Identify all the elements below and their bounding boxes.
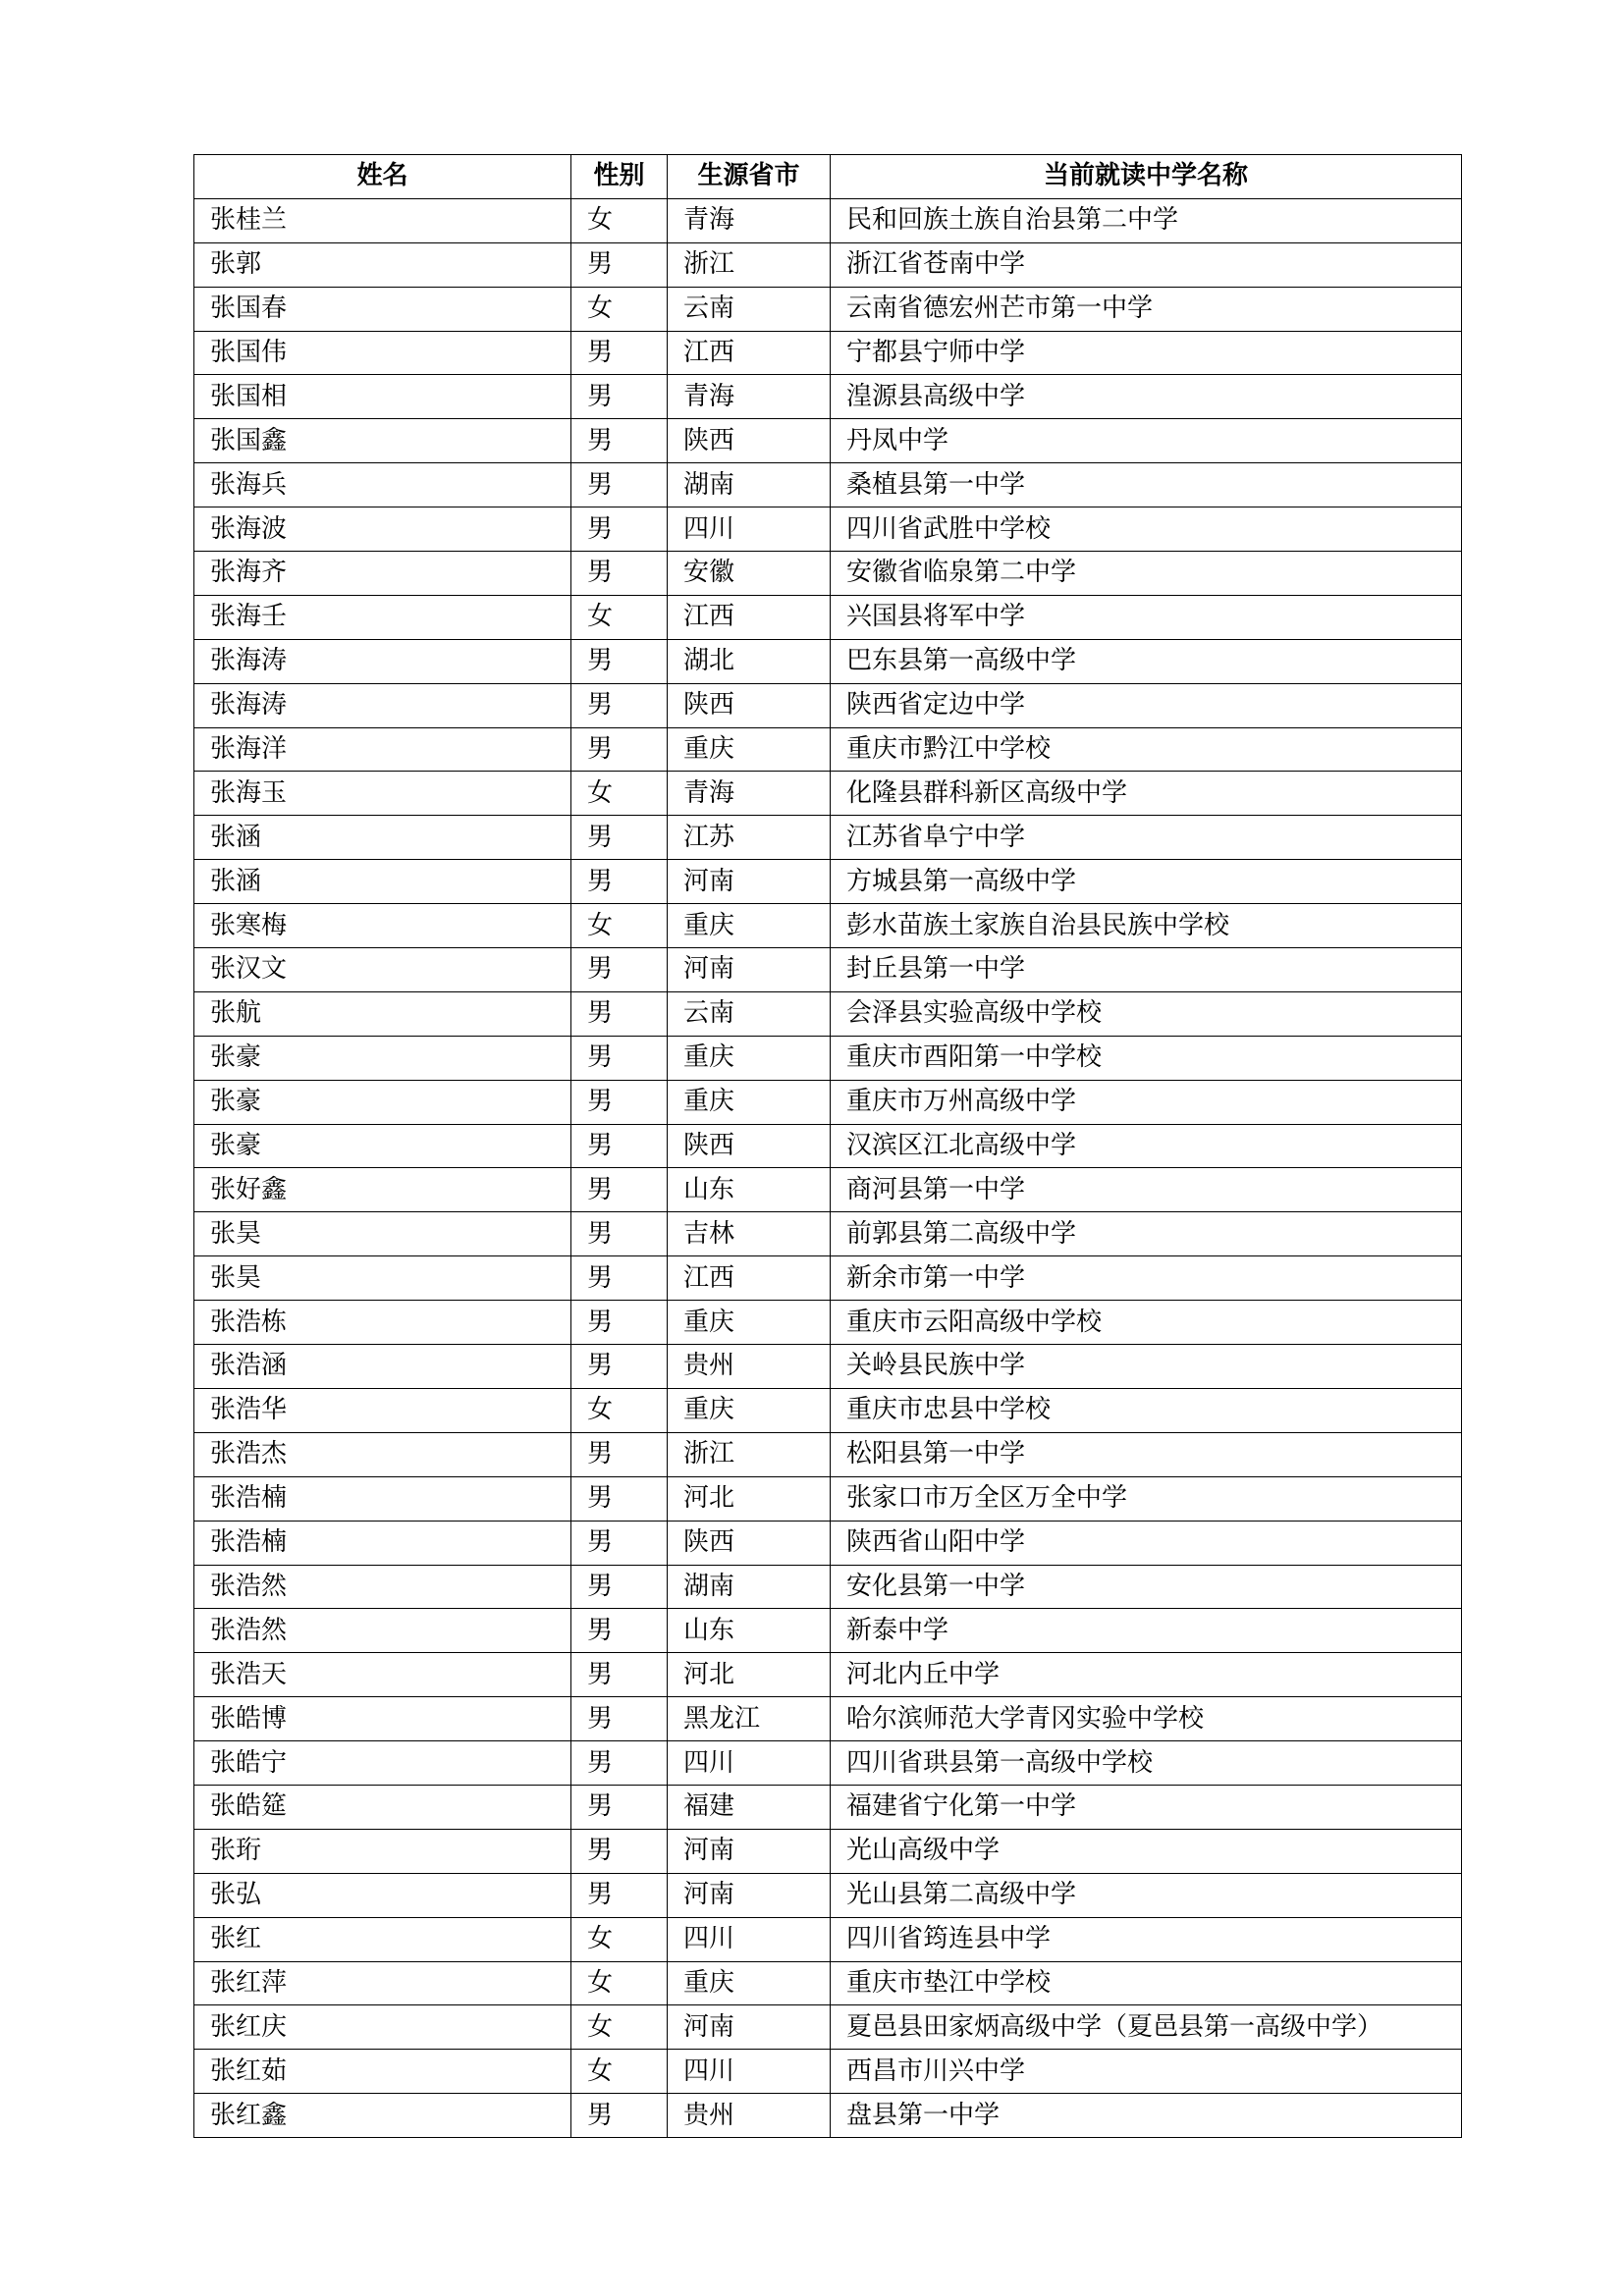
cell-name: 张红庆 <box>194 2005 571 2050</box>
cell-name: 张红鑫 <box>194 2094 571 2138</box>
cell-name: 张海涛 <box>194 683 571 727</box>
table-body <box>194 198 1462 2137</box>
cell-gender: 男 <box>571 1741 668 1786</box>
table-row <box>194 242 1462 287</box>
cell-province: 四川 <box>668 1741 831 1786</box>
cell-gender: 男 <box>571 242 668 287</box>
cell-gender: 男 <box>571 1609 668 1653</box>
cell-gender: 男 <box>571 375 668 419</box>
cell-school: 江苏省阜宁中学 <box>831 816 1462 860</box>
cell-school: 重庆市云阳高级中学校 <box>831 1301 1462 1345</box>
cell-gender: 女 <box>571 1388 668 1432</box>
table-row <box>194 1521 1462 1565</box>
cell-gender: 男 <box>571 1168 668 1212</box>
cell-province: 浙江 <box>668 242 831 287</box>
cell-province: 重庆 <box>668 1388 831 1432</box>
table-row <box>194 419 1462 463</box>
cell-gender: 女 <box>571 1961 668 2005</box>
cell-name: 张皓博 <box>194 1697 571 1741</box>
cell-province: 山东 <box>668 1609 831 1653</box>
table-row <box>194 1345 1462 1389</box>
table-row <box>194 1080 1462 1124</box>
cell-gender: 男 <box>571 2094 668 2138</box>
cell-name: 张国相 <box>194 375 571 419</box>
cell-province: 河南 <box>668 1829 831 1873</box>
cell-province: 云南 <box>668 991 831 1036</box>
cell-province: 江西 <box>668 595 831 639</box>
cell-province: 江西 <box>668 1256 831 1301</box>
cell-school: 重庆市忠县中学校 <box>831 1388 1462 1432</box>
table-row <box>194 948 1462 992</box>
cell-gender: 男 <box>571 331 668 375</box>
cell-name: 张桂兰 <box>194 198 571 242</box>
cell-name: 张海洋 <box>194 727 571 772</box>
cell-school: 浙江省苍南中学 <box>831 242 1462 287</box>
cell-school: 新余市第一中学 <box>831 1256 1462 1301</box>
cell-province: 湖南 <box>668 1565 831 1609</box>
cell-school: 宁都县宁师中学 <box>831 331 1462 375</box>
cell-name: 张浩栋 <box>194 1301 571 1345</box>
cell-province: 陕西 <box>668 683 831 727</box>
cell-name: 张郭 <box>194 242 571 287</box>
cell-gender: 男 <box>571 1301 668 1345</box>
table-row <box>194 1168 1462 1212</box>
cell-province: 福建 <box>668 1785 831 1829</box>
cell-school: 前郭县第二高级中学 <box>831 1212 1462 1256</box>
cell-name: 张浩楠 <box>194 1521 571 1565</box>
cell-gender: 男 <box>571 1873 668 1917</box>
cell-gender: 男 <box>571 948 668 992</box>
table-row <box>194 1036 1462 1080</box>
table-row <box>194 991 1462 1036</box>
cell-province: 浙江 <box>668 1432 831 1476</box>
cell-province: 重庆 <box>668 904 831 948</box>
cell-school: 哈尔滨师范大学青冈实验中学校 <box>831 1697 1462 1741</box>
cell-school: 封丘县第一中学 <box>831 948 1462 992</box>
cell-gender: 男 <box>571 1256 668 1301</box>
cell-school: 彭水苗族土家族自治县民族中学校 <box>831 904 1462 948</box>
cell-province: 青海 <box>668 198 831 242</box>
cell-name: 张红茹 <box>194 2050 571 2094</box>
table-row <box>194 1388 1462 1432</box>
cell-school: 桑植县第一中学 <box>831 463 1462 507</box>
cell-school: 四川省筠连县中学 <box>831 1917 1462 1961</box>
cell-province: 山东 <box>668 1168 831 1212</box>
cell-gender: 男 <box>571 639 668 683</box>
cell-name: 张昊 <box>194 1256 571 1301</box>
cell-school: 云南省德宏州芒市第一中学 <box>831 287 1462 331</box>
cell-school: 四川省珙县第一高级中学校 <box>831 1741 1462 1786</box>
cell-name: 张豪 <box>194 1124 571 1168</box>
cell-province: 重庆 <box>668 727 831 772</box>
cell-gender: 女 <box>571 2005 668 2050</box>
table-row <box>194 1301 1462 1345</box>
header-gender: 性别 <box>571 155 668 199</box>
cell-school: 化隆县群科新区高级中学 <box>831 772 1462 816</box>
table-header <box>194 155 1462 199</box>
cell-school: 会泽县实验高级中学校 <box>831 991 1462 1036</box>
cell-gender: 男 <box>571 1521 668 1565</box>
cell-province: 河南 <box>668 860 831 904</box>
cell-gender: 男 <box>571 1476 668 1521</box>
cell-province: 河南 <box>668 948 831 992</box>
cell-school: 福建省宁化第一中学 <box>831 1785 1462 1829</box>
cell-name: 张好鑫 <box>194 1168 571 1212</box>
cell-name: 张红萍 <box>194 1961 571 2005</box>
cell-gender: 男 <box>571 463 668 507</box>
cell-name: 张豪 <box>194 1036 571 1080</box>
cell-province: 陕西 <box>668 1124 831 1168</box>
table-row <box>194 1961 1462 2005</box>
cell-school: 湟源县高级中学 <box>831 375 1462 419</box>
cell-name: 张皓筵 <box>194 1785 571 1829</box>
cell-province: 安徽 <box>668 552 831 596</box>
cell-province: 云南 <box>668 287 831 331</box>
cell-school: 商河县第一中学 <box>831 1168 1462 1212</box>
cell-school: 陕西省山阳中学 <box>831 1521 1462 1565</box>
cell-gender: 男 <box>571 1565 668 1609</box>
cell-province: 江西 <box>668 331 831 375</box>
cell-name: 张海齐 <box>194 552 571 596</box>
cell-province: 四川 <box>668 1917 831 1961</box>
student-roster-table <box>193 154 1462 2138</box>
table-row <box>194 331 1462 375</box>
table-row <box>194 1653 1462 1697</box>
cell-school: 汉滨区江北高级中学 <box>831 1124 1462 1168</box>
table-row <box>194 463 1462 507</box>
table-row <box>194 1829 1462 1873</box>
cell-school: 张家口市万全区万全中学 <box>831 1476 1462 1521</box>
cell-gender: 男 <box>571 1829 668 1873</box>
cell-school: 夏邑县田家炳高级中学（夏邑县第一高级中学） <box>831 2005 1462 2050</box>
cell-name: 张海壬 <box>194 595 571 639</box>
cell-name: 张海波 <box>194 507 571 552</box>
cell-province: 河北 <box>668 1476 831 1521</box>
table-row <box>194 860 1462 904</box>
table-row <box>194 772 1462 816</box>
cell-name: 张浩天 <box>194 1653 571 1697</box>
cell-name: 张豪 <box>194 1080 571 1124</box>
cell-province: 吉林 <box>668 1212 831 1256</box>
table-row <box>194 2005 1462 2050</box>
cell-gender: 男 <box>571 683 668 727</box>
cell-name: 张浩华 <box>194 1388 571 1432</box>
cell-province: 河南 <box>668 2005 831 2050</box>
cell-province: 陕西 <box>668 419 831 463</box>
cell-name: 张浩杰 <box>194 1432 571 1476</box>
cell-school: 重庆市酉阳第一中学校 <box>831 1036 1462 1080</box>
cell-gender: 男 <box>571 1212 668 1256</box>
cell-school: 新泰中学 <box>831 1609 1462 1653</box>
cell-name: 张海玉 <box>194 772 571 816</box>
table-row <box>194 1124 1462 1168</box>
cell-province: 青海 <box>668 772 831 816</box>
cell-gender: 男 <box>571 552 668 596</box>
table-row <box>194 1609 1462 1653</box>
cell-gender: 男 <box>571 727 668 772</box>
cell-gender: 男 <box>571 1785 668 1829</box>
cell-gender: 男 <box>571 1080 668 1124</box>
table-row <box>194 595 1462 639</box>
table-row <box>194 287 1462 331</box>
cell-province: 湖北 <box>668 639 831 683</box>
table-row <box>194 1785 1462 1829</box>
cell-province: 河南 <box>668 1873 831 1917</box>
cell-school: 光山高级中学 <box>831 1829 1462 1873</box>
cell-province: 江苏 <box>668 816 831 860</box>
cell-name: 张寒梅 <box>194 904 571 948</box>
cell-school: 西昌市川兴中学 <box>831 2050 1462 2094</box>
cell-name: 张浩然 <box>194 1609 571 1653</box>
cell-school: 巴东县第一高级中学 <box>831 639 1462 683</box>
cell-gender: 男 <box>571 507 668 552</box>
cell-province: 河北 <box>668 1653 831 1697</box>
header-school: 当前就读中学名称 <box>831 155 1462 199</box>
table-row <box>194 683 1462 727</box>
cell-province: 重庆 <box>668 1301 831 1345</box>
cell-gender: 男 <box>571 1124 668 1168</box>
cell-gender: 男 <box>571 816 668 860</box>
header-province: 生源省市 <box>668 155 831 199</box>
table-row <box>194 198 1462 242</box>
cell-gender: 男 <box>571 419 668 463</box>
table-row <box>194 1873 1462 1917</box>
table-row <box>194 2050 1462 2094</box>
cell-gender: 女 <box>571 904 668 948</box>
table-row <box>194 375 1462 419</box>
table-row <box>194 1476 1462 1521</box>
cell-school: 松阳县第一中学 <box>831 1432 1462 1476</box>
cell-gender: 女 <box>571 595 668 639</box>
table-row <box>194 1917 1462 1961</box>
cell-province: 贵州 <box>668 2094 831 2138</box>
table-row <box>194 1697 1462 1741</box>
cell-school: 丹凤中学 <box>831 419 1462 463</box>
cell-gender: 男 <box>571 860 668 904</box>
header-name: 姓名 <box>194 155 571 199</box>
cell-gender: 男 <box>571 1653 668 1697</box>
cell-school: 河北内丘中学 <box>831 1653 1462 1697</box>
table-row <box>194 1432 1462 1476</box>
cell-name: 张浩楠 <box>194 1476 571 1521</box>
cell-school: 四川省武胜中学校 <box>831 507 1462 552</box>
table-row <box>194 1212 1462 1256</box>
table-row <box>194 1256 1462 1301</box>
cell-school: 民和回族土族自治县第二中学 <box>831 198 1462 242</box>
cell-name: 张海兵 <box>194 463 571 507</box>
cell-gender: 男 <box>571 1036 668 1080</box>
cell-name: 张弘 <box>194 1873 571 1917</box>
cell-school: 安徽省临泉第二中学 <box>831 552 1462 596</box>
header-row <box>194 155 1462 199</box>
table-row <box>194 1565 1462 1609</box>
cell-gender: 女 <box>571 1917 668 1961</box>
cell-gender: 女 <box>571 198 668 242</box>
cell-province: 重庆 <box>668 1036 831 1080</box>
cell-province: 四川 <box>668 2050 831 2094</box>
cell-school: 光山县第二高级中学 <box>831 1873 1462 1917</box>
cell-name: 张国春 <box>194 287 571 331</box>
table-row <box>194 552 1462 596</box>
cell-gender: 男 <box>571 1345 668 1389</box>
cell-province: 重庆 <box>668 1080 831 1124</box>
cell-province: 重庆 <box>668 1961 831 2005</box>
cell-name: 张涵 <box>194 816 571 860</box>
cell-gender: 男 <box>571 991 668 1036</box>
table-row <box>194 904 1462 948</box>
cell-province: 四川 <box>668 507 831 552</box>
table-row <box>194 816 1462 860</box>
cell-gender: 女 <box>571 772 668 816</box>
cell-name: 张浩涵 <box>194 1345 571 1389</box>
cell-name: 张红 <box>194 1917 571 1961</box>
cell-name: 张昊 <box>194 1212 571 1256</box>
cell-name: 张涵 <box>194 860 571 904</box>
cell-province: 陕西 <box>668 1521 831 1565</box>
cell-school: 重庆市垫江中学校 <box>831 1961 1462 2005</box>
cell-school: 安化县第一中学 <box>831 1565 1462 1609</box>
cell-province: 黑龙江 <box>668 1697 831 1741</box>
cell-gender: 女 <box>571 287 668 331</box>
cell-province: 湖南 <box>668 463 831 507</box>
cell-school: 兴国县将军中学 <box>831 595 1462 639</box>
cell-school: 关岭县民族中学 <box>831 1345 1462 1389</box>
cell-school: 盘县第一中学 <box>831 2094 1462 2138</box>
cell-name: 张皓宁 <box>194 1741 571 1786</box>
cell-name: 张珩 <box>194 1829 571 1873</box>
cell-name: 张浩然 <box>194 1565 571 1609</box>
cell-gender: 女 <box>571 2050 668 2094</box>
table-row <box>194 639 1462 683</box>
table-row <box>194 1741 1462 1786</box>
cell-name: 张国鑫 <box>194 419 571 463</box>
cell-name: 张国伟 <box>194 331 571 375</box>
cell-name: 张海涛 <box>194 639 571 683</box>
cell-name: 张汉文 <box>194 948 571 992</box>
cell-school: 方城县第一高级中学 <box>831 860 1462 904</box>
table-row <box>194 507 1462 552</box>
cell-gender: 男 <box>571 1432 668 1476</box>
cell-name: 张航 <box>194 991 571 1036</box>
cell-gender: 男 <box>571 1697 668 1741</box>
cell-school: 重庆市万州高级中学 <box>831 1080 1462 1124</box>
cell-school: 陕西省定边中学 <box>831 683 1462 727</box>
cell-school: 重庆市黔江中学校 <box>831 727 1462 772</box>
cell-province: 青海 <box>668 375 831 419</box>
table-row <box>194 2094 1462 2138</box>
cell-province: 贵州 <box>668 1345 831 1389</box>
table-row <box>194 727 1462 772</box>
